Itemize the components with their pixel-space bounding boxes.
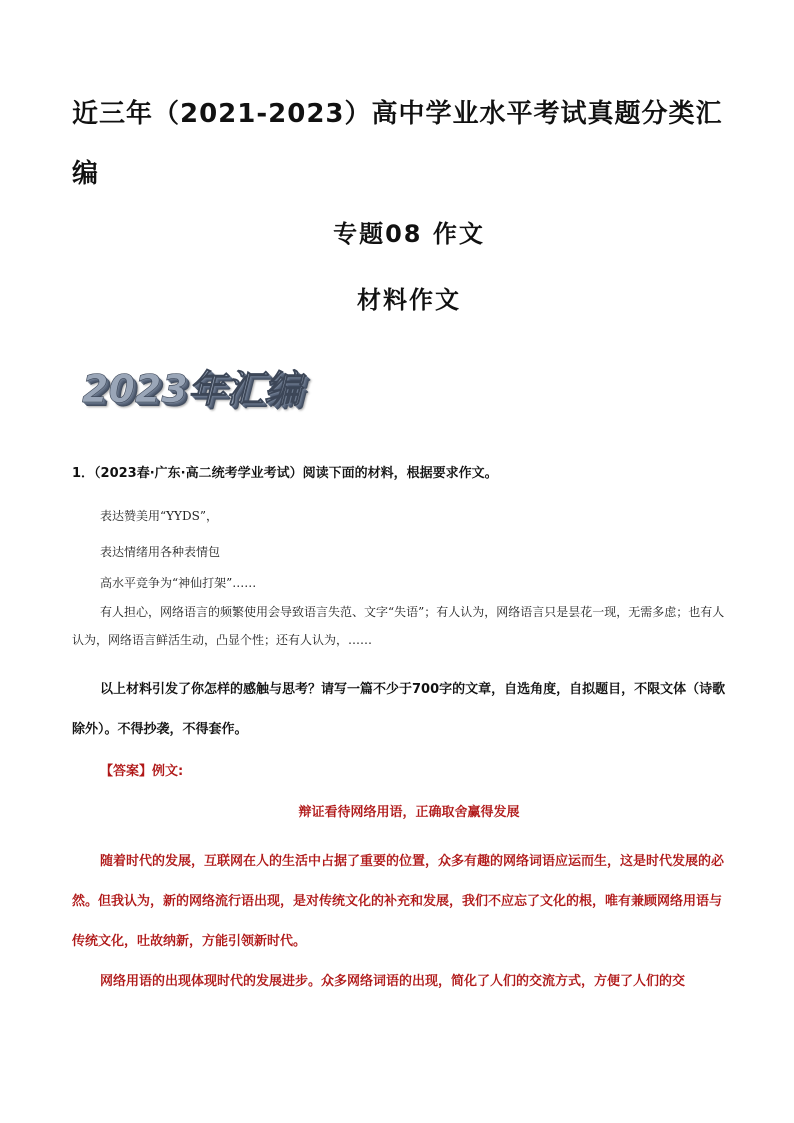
question-number: 1． — [72, 466, 95, 481]
type-title: 材料作文 — [357, 286, 461, 314]
material-line-1: 表达赞美用“YYDS”， — [100, 509, 218, 523]
material-line-2: 表达情绪用各种表情包 — [100, 545, 221, 559]
material-paragraph: 有人担心，网络语言的频繁使用会导致语言失范、文字“失语”；有人认为，网络语言只是昙花一现，无需多虑；也有人认为，网络语言鲜活生动，凸显个性；还有人认为，…… — [72, 605, 725, 647]
question-source: （2023春·广东·高二统考学业考试）阅读下面的材料，根据要求作文。 — [94, 466, 498, 481]
question-heading — [72, 462, 732, 481]
essay-paragraph-1: 随着时代的发展，互联网在人的生活中占据了重要的位置，众多有趣的网络词语应运而生，这是时代发展的必然。但我认为，新的网络流行语出现，是对传统文化的补充和发展，我们不应忘了文化的根，唯有兼顾网络用语与传统文化，吐故纳新，方能引领新时代。 — [72, 854, 725, 949]
year-banner-wordart: 2023年汇编 — [82, 367, 302, 411]
main-title: 近三年（2021-2023）高中学业水平考试真题分类汇编 — [72, 99, 723, 189]
answer-label: 【答案】例文: — [100, 764, 184, 779]
topic-title: 专题08 作文 — [333, 220, 485, 248]
material-line-3: 高水平竞争为“神仙打架”…… — [100, 576, 257, 590]
writing-requirement: 以上材料引发了你怎样的感触与思考？请写一篇不少于700字的文章，自选角度，自拟题目，不限文体（诗歌除外）。不得抄袭，不得套作。 — [72, 682, 726, 737]
essay-paragraph-2: 网络用语的出现体现时代的发展进步。众多网络词语的出现，简化了人们的交流方式，方便了人们的交 — [100, 974, 686, 989]
essay-title: 辩证看待网络用语，正确取舍赢得发展 — [298, 805, 520, 820]
